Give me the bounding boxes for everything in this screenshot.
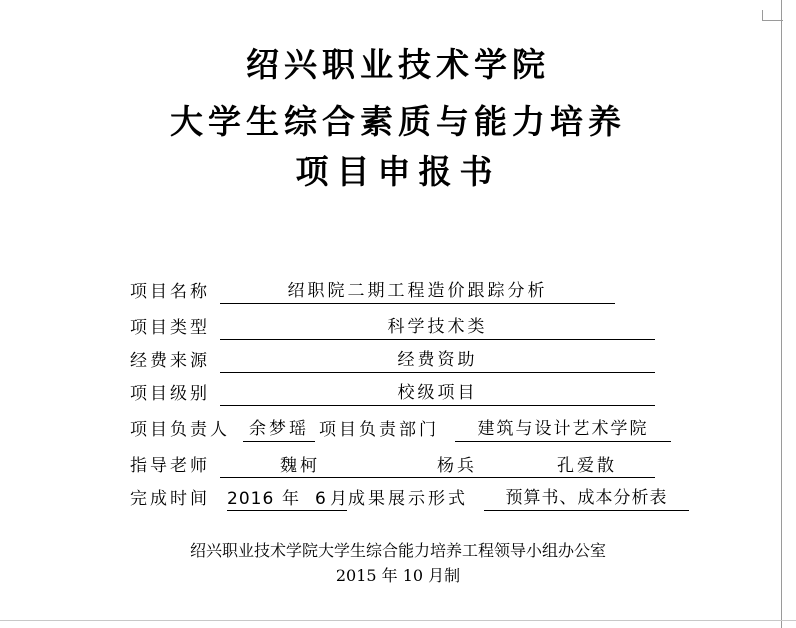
label-project-level: 项目级别 <box>130 384 210 404</box>
row-leader-department <box>130 416 690 444</box>
advisor-2: 杨兵 <box>437 456 477 476</box>
page-bottom-border <box>0 620 796 621</box>
row-project-type <box>130 314 670 342</box>
label-advisors: 指导老师 <box>130 456 210 476</box>
row-project-level <box>130 380 670 408</box>
label-completion: 完成时间 <box>130 489 210 509</box>
page-right-border <box>781 0 782 628</box>
field-leader[interactable]: 余梦瑶 <box>243 417 315 442</box>
row-project-name <box>130 278 630 306</box>
field-department[interactable]: 建筑与设计艺术学院 <box>455 417 671 442</box>
field-project-level[interactable]: 校级项目 <box>220 381 655 406</box>
label-result-form: 成果展示形式 <box>348 489 468 509</box>
row-funding-source <box>130 347 670 375</box>
title-document: 项目申报书 <box>295 152 501 191</box>
footer-date: 2015 年 10 月制 <box>335 566 461 585</box>
label-funding-source: 经费来源 <box>130 351 210 371</box>
row-completion <box>130 485 700 513</box>
label-project-name: 项目名称 <box>130 282 210 302</box>
footer-office: 绍兴职业技术学院大学生综合能力培养工程领导小组办公室 <box>189 541 606 560</box>
title-school: 绍兴职业技术学院 <box>246 45 550 84</box>
field-result-form[interactable]: 预算书、成本分析表 <box>484 486 689 511</box>
label-project-type: 项目类型 <box>130 318 210 338</box>
label-department: 项目负责部门 <box>319 420 439 440</box>
corner-mark <box>762 10 783 21</box>
field-funding-source[interactable]: 经费资助 <box>220 348 655 373</box>
label-leader: 项目负责人 <box>130 420 230 440</box>
field-project-name[interactable]: 绍职院二期工程造价跟踪分析 <box>220 279 615 304</box>
completion-month: 6 <box>315 489 329 509</box>
title-program: 大学生综合素质与能力培养 <box>170 102 626 141</box>
field-project-type[interactable]: 科学技术类 <box>220 315 655 340</box>
advisor-3: 孔爱散 <box>557 456 617 476</box>
completion-month-unit: 月 <box>330 489 350 509</box>
row-advisors <box>130 452 670 480</box>
advisor-1: 魏柯 <box>280 456 320 476</box>
completion-year: 2016 <box>227 489 275 509</box>
completion-year-unit: 年 <box>282 489 302 509</box>
